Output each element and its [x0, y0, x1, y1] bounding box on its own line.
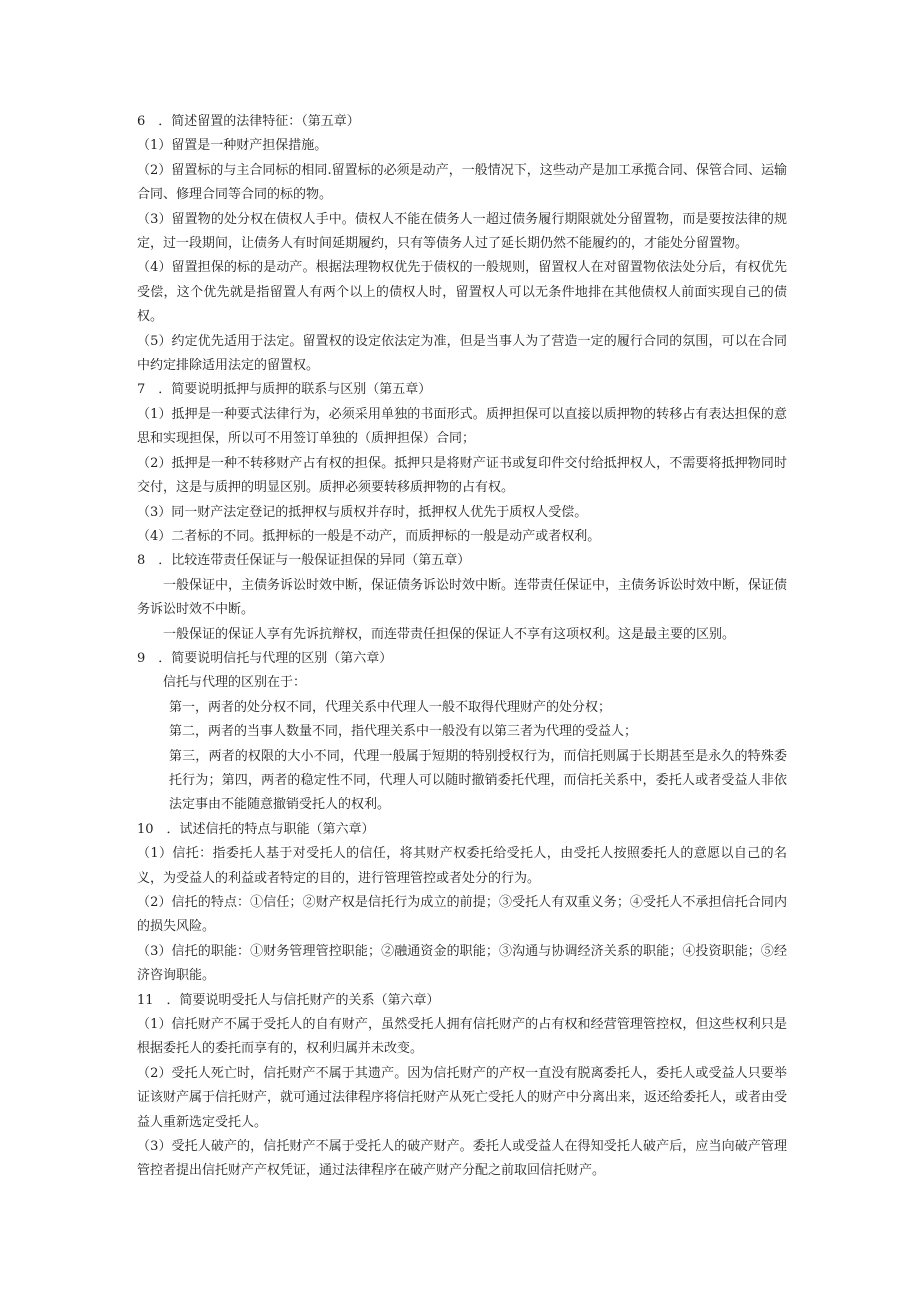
paragraph: （4）二者标的不同。抵押标的一般是不动产，而质押标的一般是动产或者权利。	[137, 528, 601, 544]
paragraph: （1）留置是一种财产担保措施。	[137, 138, 328, 154]
paragraph: 一般保证中，主债务诉讼时效中断，保证债务诉讼时效中断。连带责任保证中，主债务诉讼时效中断，保证债务诉讼时效不中断。	[137, 577, 788, 618]
paragraph: 第三，两者的权限的大小不同，代理一般属于短期的特别授权行为，而信托则属于长期甚至是永久的特殊委托行为；第四，两者的稳定性不同，代理人可以随时撤销委托代理，而信托关系中，委托人或者受益人非依法定事由不能随意撤销受托人的权利。	[169, 748, 787, 813]
paragraph: （2）信托的特点：①信任；②财产权是信托行为成立的前提；③受托人有双重义务；④受托人不承担信托合同内的损失风险。	[137, 895, 787, 935]
paragraph: （3）受托人破产的，信托财产不属于受托人的破产财产。委托人或受益人在得知受托人破产后，应当向破产管理管控者提出信托财产产权凭证，通过法律程序在破产财产分配之前取回信托财产。	[137, 1139, 787, 1179]
paragraph: （3）同一财产法定登记的抵押权与质权并存时，抵押权人优先于质权人受偿。	[137, 504, 588, 520]
question-10-heading: 10 ．试述信托的特点与职能（第六章）	[137, 821, 375, 837]
paragraph: （3）信托的职能：①财务管理管控职能；②融通资金的职能；③沟通与协调经济关系的职能；④投资职能；⑤经济咨询职能。	[137, 943, 787, 984]
paragraph: （5）约定优先适用于法定。留置权的设定依法定为准，但是当事人为了营造一定的履行合同的氛围，可以在合同中约定排除适用法定的留置权。	[137, 333, 787, 374]
paragraph: 第一，两者的处分权不同，代理关系中代理人一般不取得代理财产的处分权；	[169, 699, 612, 715]
question-6-heading: 6 ．简述留置的法律特征：（第五章）	[137, 114, 360, 129]
paragraph: （4）留置担保的标的是动产。根据法理物权优先于债权的一般规则，留置权人在对留置物依法处分后，有权优先受偿，这个优先就是指留置人有两个以上的债权人时，留置权人可以无条件地排在其他债权人前面实现自己的债权。	[137, 260, 787, 325]
question-7-heading: 7 ．简要说明抵押与质押的联系与区别（第五章）	[137, 382, 432, 398]
paragraph: （1）信托财产不属于受托人的自有财产，虽然受托人拥有信托财产的占有权和经营管理管控权，但这些权利只是根据委托人的委托而享有的，权利归属并未改变。	[137, 1017, 787, 1057]
paragraph: （2）留置标的与主合同标的相同.留置标的必须是动产，一般情况下，这些动产是加工承揽合同、保管合同、运输合同、修理合同等合同的标的物。	[137, 162, 787, 203]
paragraph: （2）受托人死亡时，信托财产不属于其遗产。因为信托财产的产权一直没有脱离委托人，委托人或受益人只要举证该财产属于信托财产，就可通过法律程序将信托财产从死亡受托人的财产中分离出来，返还给委托人，或者由受益人重新选定受托人。	[137, 1065, 788, 1130]
question-8-heading: 8 ．比较连带责任保证与一般保证担保的异同（第五章）	[137, 553, 471, 569]
question-11-heading: 11 ．简要说明受托人与信托财产的关系（第六章）	[137, 992, 440, 1008]
paragraph: 第二，两者的当事人数量不同，指代理关系中一般没有以第三者为代理的受益人；	[169, 724, 638, 740]
paragraph: 一般保证的保证人享有先诉抗辩权，而连带责任担保的保证人不享有这项权利。这是最主要的区别。	[163, 626, 736, 642]
paragraph: （2）抵押是一种不转移财产占有权的担保。抵押只是将财产证书或复印件交付给抵押权人，不需要将抵押物同时交付，这是与质押的明显区别。质押必须要转移质押物的占有权。	[137, 455, 787, 496]
paragraph: 信托与代理的区别在于：	[163, 675, 307, 691]
paragraph: （3）留置物的处分权在债权人手中。债权人不能在债务人一超过债务履行期限就处分留置物，而是要按法律的规定，过一段期间，让债务人有时间延期履约，只有等债务人过了延长期仍然不能履约的，才能处分留置物。	[137, 211, 787, 252]
document-body	[137, 110, 787, 1184]
question-9-heading: 9 ．简要说明信托与代理的区别（第六章）	[137, 650, 393, 666]
paragraph: （1）抵押是一种要式法律行为，必须采用单独的书面形式。质押担保可以直接以质押物的转移占有表达担保的意思和实现担保，所以可不用签订单独的（质押担保）合同；	[137, 406, 787, 447]
paragraph: （1）信托：指委托人基于对受托人的信任，将其财产权委托给受托人，由受托人按照委托人的意愿以自己的名义，为受益人的利益或者特定的目的，进行管理管控或者处分的行为。	[137, 846, 787, 886]
